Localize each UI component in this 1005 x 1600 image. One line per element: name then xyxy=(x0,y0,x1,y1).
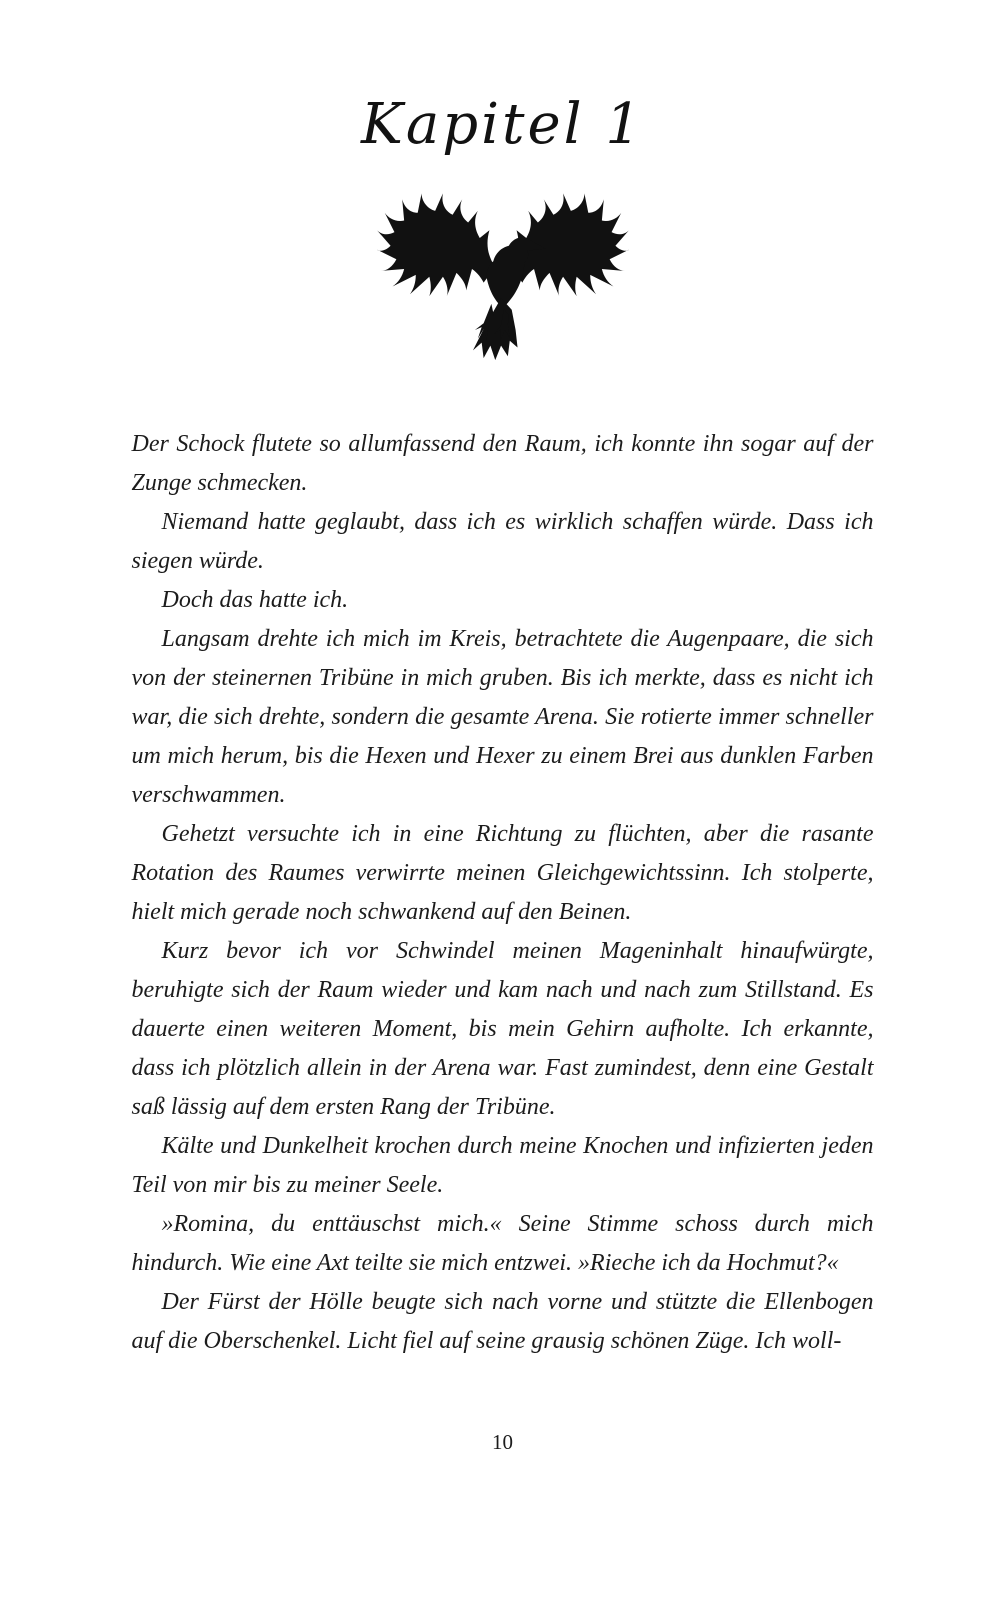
raven-tail xyxy=(472,298,517,360)
paragraph: Langsam drehte ich mich im Kreis, betrachtete die Augenpaare, die sich von der steinernen Tribüne in mich gruben. Bis ich merkte, dass es nicht ich war, die sich drehte, sondern die gesamte Arena. Sie rotierte immer schneller um mich herum, bis die Hexen und Hexer zu einem Brei aus dunklen Farben verschwammen. xyxy=(131,626,874,808)
paragraph: Kälte und Dunkelheit krochen durch meine Knochen und infizierten jeden Teil von mir bis zu meiner Seele. xyxy=(131,1133,874,1198)
paragraph: Der Fürst der Hölle beugte sich nach vorne und stützte die Ellenbogen auf die Oberschenkel. Licht fiel auf seine grausig schönen Züge. Ich woll- xyxy=(131,1289,874,1354)
paragraph: Der Schock flutete so allumfassend den Raum, ich konnte ihn sogar auf der Zunge schmecken. xyxy=(131,431,874,496)
raven-left-wing xyxy=(377,193,495,296)
paragraph: Gehetzt versuchte ich in eine Richtung zu flüchten, aber die rasante Rotation des Raumes verwirrte meinen Gleichgewichtssinn. Ich stolperte, hielt mich gerade noch schwankend auf den Beinen. xyxy=(131,821,874,925)
paragraph: Niemand hatte geglaubt, dass ich es wirklich schaffen würde. Dass ich siegen würde. xyxy=(131,509,874,574)
raven-illustration xyxy=(0,171,1005,367)
page-number: 10 xyxy=(492,1430,513,1454)
body-text xyxy=(132,425,874,1361)
paragraph: Kurz bevor ich vor Schwindel meinen Mageninhalt hinaufwürgte, beruhigte sich der Raum wieder und kam nach und nach zum Stillstand. Es dauerte einen weiteren Moment, bis mein Gehirn aufholte. Ich erkannte, dass ich plötzlich allein in der Arena war. Fast zumindest, denn eine Gestalt saß lässig auf dem ersten Rang der Tribüne. xyxy=(131,938,874,1120)
raven-icon xyxy=(377,171,629,367)
paragraph: »Romina, du enttäuschst mich.« Seine Stimme schoss durch mich hindurch. Wie eine Axt teilte sie mich entzwei. »Rieche ich da Hochmut?« xyxy=(131,1211,874,1276)
chapter-title: Kapitel 1 xyxy=(361,92,644,157)
paragraph: Doch das hatte ich. xyxy=(161,587,349,613)
